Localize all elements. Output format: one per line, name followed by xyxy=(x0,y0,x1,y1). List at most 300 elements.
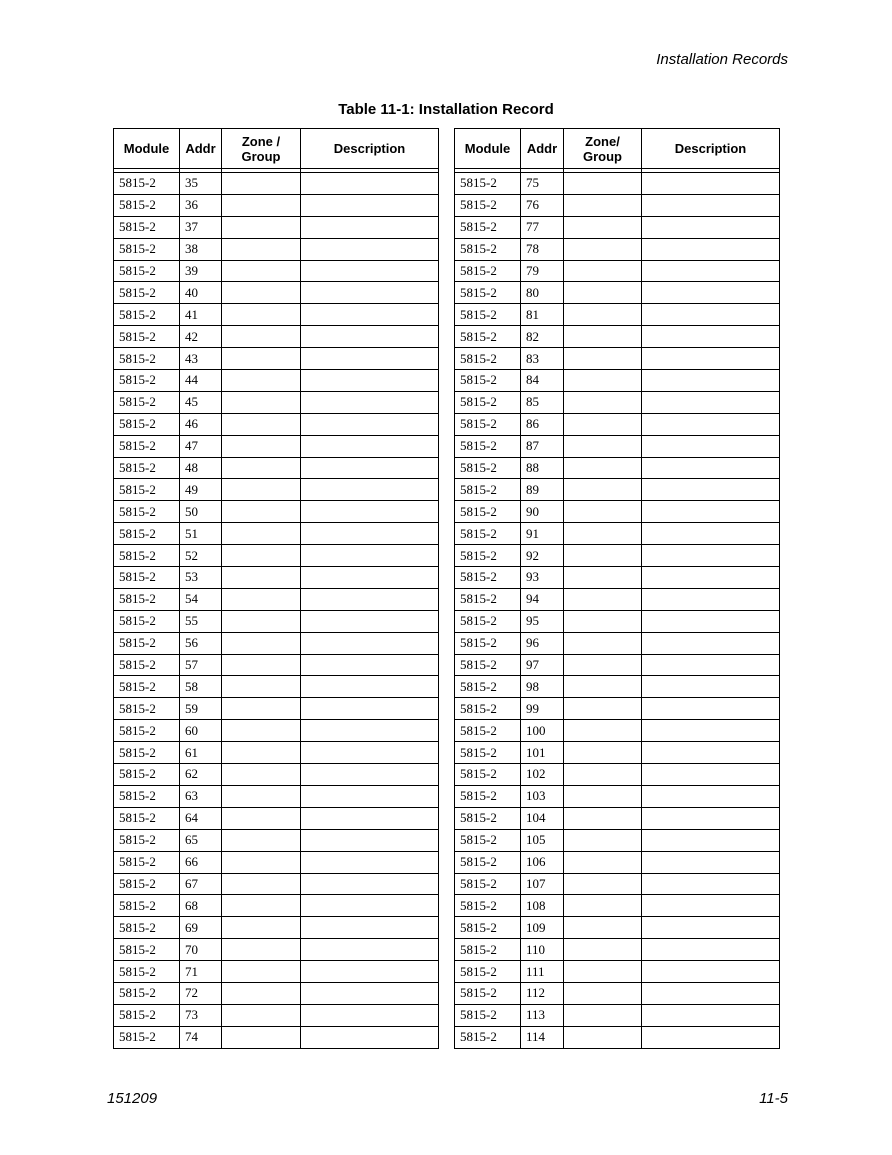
addr-cell: 105 xyxy=(521,829,564,851)
module-cell: 5815-2 xyxy=(114,523,180,545)
module-cell: 5815-2 xyxy=(455,742,521,764)
table-row xyxy=(114,348,439,370)
module-cell: 5815-2 xyxy=(114,676,180,698)
description-cell xyxy=(642,588,780,610)
zone-group-cell xyxy=(222,917,301,939)
zone-group-cell xyxy=(564,1004,642,1026)
description-cell xyxy=(301,632,439,654)
table-row xyxy=(114,282,439,304)
table-row xyxy=(455,370,780,392)
addr-cell: 82 xyxy=(521,326,564,348)
module-cell: 5815-2 xyxy=(114,260,180,282)
table-row xyxy=(114,917,439,939)
description-cell xyxy=(642,785,780,807)
column-header-description: Description xyxy=(301,129,439,169)
module-cell: 5815-2 xyxy=(455,807,521,829)
zone-group-cell xyxy=(222,479,301,501)
description-cell xyxy=(642,304,780,326)
module-cell: 5815-2 xyxy=(114,173,180,195)
description-cell xyxy=(642,676,780,698)
description-cell xyxy=(642,742,780,764)
module-cell: 5815-2 xyxy=(455,939,521,961)
addr-cell: 44 xyxy=(180,370,222,392)
zone-group-cell xyxy=(564,238,642,260)
table-row xyxy=(114,1004,439,1026)
zone-group-cell xyxy=(564,567,642,589)
module-cell: 5815-2 xyxy=(455,216,521,238)
table-row xyxy=(114,326,439,348)
description-cell xyxy=(642,939,780,961)
description-cell xyxy=(301,348,439,370)
description-cell xyxy=(301,435,439,457)
module-cell: 5815-2 xyxy=(455,194,521,216)
addr-cell: 58 xyxy=(180,676,222,698)
module-cell: 5815-2 xyxy=(114,698,180,720)
column-header-addr: Addr xyxy=(521,129,564,169)
addr-cell: 47 xyxy=(180,435,222,457)
column-header-module: Module xyxy=(114,129,180,169)
table-row xyxy=(455,917,780,939)
zone-group-cell xyxy=(564,610,642,632)
table-row xyxy=(455,435,780,457)
table-row xyxy=(455,457,780,479)
addr-cell: 71 xyxy=(180,961,222,983)
addr-cell: 113 xyxy=(521,1004,564,1026)
table-row xyxy=(455,501,780,523)
table-row xyxy=(455,982,780,1004)
installation-record-table-right xyxy=(454,128,780,1049)
description-cell xyxy=(642,654,780,676)
addr-cell: 61 xyxy=(180,742,222,764)
addr-cell: 42 xyxy=(180,326,222,348)
table-row xyxy=(455,785,780,807)
column-header-addr: Addr xyxy=(180,129,222,169)
addr-cell: 65 xyxy=(180,829,222,851)
description-cell xyxy=(301,895,439,917)
description-cell xyxy=(301,173,439,195)
table-row xyxy=(114,764,439,786)
zone-group-cell xyxy=(222,939,301,961)
table-row xyxy=(455,676,780,698)
table-row xyxy=(455,194,780,216)
zone-group-cell xyxy=(564,457,642,479)
zone-group-cell xyxy=(564,260,642,282)
table-row xyxy=(114,654,439,676)
zone-group-cell xyxy=(222,764,301,786)
zone-group-cell xyxy=(564,698,642,720)
addr-cell: 49 xyxy=(180,479,222,501)
table-row xyxy=(455,939,780,961)
description-cell xyxy=(301,742,439,764)
zone-group-cell xyxy=(222,304,301,326)
table-row xyxy=(114,435,439,457)
table-row xyxy=(455,216,780,238)
table-row xyxy=(455,1026,780,1048)
zone-group-cell xyxy=(564,851,642,873)
description-cell xyxy=(301,676,439,698)
description-cell xyxy=(642,961,780,983)
module-cell: 5815-2 xyxy=(114,807,180,829)
table-row xyxy=(114,807,439,829)
module-cell: 5815-2 xyxy=(455,457,521,479)
module-cell: 5815-2 xyxy=(455,610,521,632)
addr-cell: 103 xyxy=(521,785,564,807)
zone-group-cell xyxy=(222,982,301,1004)
module-cell: 5815-2 xyxy=(114,348,180,370)
table-row xyxy=(114,895,439,917)
zone-group-cell xyxy=(222,785,301,807)
zone-group-cell xyxy=(222,588,301,610)
module-cell: 5815-2 xyxy=(114,1004,180,1026)
description-cell xyxy=(642,391,780,413)
addr-cell: 86 xyxy=(521,413,564,435)
description-cell xyxy=(301,610,439,632)
zone-group-cell xyxy=(564,807,642,829)
module-cell: 5815-2 xyxy=(455,523,521,545)
module-cell: 5815-2 xyxy=(455,238,521,260)
description-cell xyxy=(642,194,780,216)
description-cell xyxy=(642,829,780,851)
description-cell xyxy=(301,479,439,501)
zone-group-cell xyxy=(564,348,642,370)
table-row xyxy=(455,742,780,764)
module-cell: 5815-2 xyxy=(455,1004,521,1026)
module-cell: 5815-2 xyxy=(114,764,180,786)
addr-cell: 46 xyxy=(180,413,222,435)
module-cell: 5815-2 xyxy=(114,501,180,523)
description-cell xyxy=(301,1026,439,1048)
addr-cell: 90 xyxy=(521,501,564,523)
zone-group-cell xyxy=(564,982,642,1004)
module-cell: 5815-2 xyxy=(114,545,180,567)
module-cell: 5815-2 xyxy=(455,370,521,392)
description-cell xyxy=(301,698,439,720)
table-row xyxy=(455,588,780,610)
table-row xyxy=(114,194,439,216)
table-row xyxy=(455,851,780,873)
zone-group-cell xyxy=(564,194,642,216)
description-cell xyxy=(642,348,780,370)
addr-cell: 75 xyxy=(521,173,564,195)
zone-group-cell xyxy=(564,370,642,392)
module-cell: 5815-2 xyxy=(114,961,180,983)
zone-group-cell xyxy=(564,961,642,983)
addr-cell: 68 xyxy=(180,895,222,917)
zone-group-cell xyxy=(222,326,301,348)
description-cell xyxy=(301,982,439,1004)
zone-group-cell xyxy=(564,479,642,501)
description-cell xyxy=(301,1004,439,1026)
table-row xyxy=(114,829,439,851)
description-cell xyxy=(642,873,780,895)
addr-cell: 112 xyxy=(521,982,564,1004)
zone-group-cell xyxy=(564,720,642,742)
description-cell xyxy=(301,917,439,939)
table-row xyxy=(114,304,439,326)
module-cell: 5815-2 xyxy=(455,961,521,983)
addr-cell: 93 xyxy=(521,567,564,589)
zone-group-cell xyxy=(222,216,301,238)
zone-group-cell xyxy=(564,216,642,238)
addr-cell: 80 xyxy=(521,282,564,304)
zone-group-cell xyxy=(564,742,642,764)
description-cell xyxy=(301,413,439,435)
table-row xyxy=(455,282,780,304)
zone-group-cell xyxy=(222,895,301,917)
addr-cell: 50 xyxy=(180,501,222,523)
description-cell xyxy=(301,216,439,238)
running-header-title: Installation Records xyxy=(656,51,788,68)
zone-group-cell xyxy=(564,895,642,917)
zone-group-cell xyxy=(222,501,301,523)
zone-group-cell xyxy=(222,370,301,392)
description-cell xyxy=(301,939,439,961)
table-row xyxy=(114,479,439,501)
zone-group-cell xyxy=(222,282,301,304)
addr-cell: 96 xyxy=(521,632,564,654)
zone-group-cell xyxy=(564,391,642,413)
description-cell xyxy=(642,413,780,435)
description-cell xyxy=(642,917,780,939)
table-row xyxy=(455,829,780,851)
module-cell: 5815-2 xyxy=(455,304,521,326)
zone-group-cell xyxy=(222,851,301,873)
addr-cell: 35 xyxy=(180,173,222,195)
table-row xyxy=(455,764,780,786)
addr-cell: 114 xyxy=(521,1026,564,1048)
table-row xyxy=(114,720,439,742)
footer-page-number: 11-5 xyxy=(759,1090,788,1107)
table-row xyxy=(455,895,780,917)
module-cell: 5815-2 xyxy=(455,917,521,939)
description-cell xyxy=(301,238,439,260)
table-row xyxy=(114,742,439,764)
addr-cell: 70 xyxy=(180,939,222,961)
module-cell: 5815-2 xyxy=(114,370,180,392)
zone-group-cell xyxy=(564,523,642,545)
addr-cell: 64 xyxy=(180,807,222,829)
installation-record-table-left xyxy=(113,128,439,1049)
table-row xyxy=(455,348,780,370)
module-cell: 5815-2 xyxy=(114,632,180,654)
addr-cell: 51 xyxy=(180,523,222,545)
addr-cell: 79 xyxy=(521,260,564,282)
table-row xyxy=(455,545,780,567)
table-row xyxy=(114,610,439,632)
description-cell xyxy=(642,370,780,392)
description-cell xyxy=(301,720,439,742)
description-cell xyxy=(642,895,780,917)
module-cell: 5815-2 xyxy=(455,282,521,304)
table-row xyxy=(455,238,780,260)
description-cell xyxy=(642,545,780,567)
column-header-description: Description xyxy=(642,129,780,169)
zone-group-cell xyxy=(564,1026,642,1048)
zone-group-cell xyxy=(564,173,642,195)
zone-group-cell xyxy=(222,567,301,589)
zone-group-cell xyxy=(564,304,642,326)
addr-cell: 107 xyxy=(521,873,564,895)
zone-group-cell xyxy=(222,632,301,654)
addr-cell: 52 xyxy=(180,545,222,567)
module-cell: 5815-2 xyxy=(455,260,521,282)
addr-cell: 99 xyxy=(521,698,564,720)
module-cell: 5815-2 xyxy=(455,567,521,589)
table-row xyxy=(114,370,439,392)
module-cell: 5815-2 xyxy=(114,457,180,479)
description-cell xyxy=(301,567,439,589)
module-cell: 5815-2 xyxy=(114,873,180,895)
table-header-row xyxy=(114,129,439,169)
module-cell: 5815-2 xyxy=(114,391,180,413)
description-cell xyxy=(642,567,780,589)
description-cell xyxy=(301,851,439,873)
addr-cell: 87 xyxy=(521,435,564,457)
addr-cell: 83 xyxy=(521,348,564,370)
description-cell xyxy=(301,654,439,676)
description-cell xyxy=(642,1026,780,1048)
zone-group-cell xyxy=(564,632,642,654)
table-row xyxy=(114,457,439,479)
addr-cell: 97 xyxy=(521,654,564,676)
module-cell: 5815-2 xyxy=(455,632,521,654)
table-row xyxy=(455,413,780,435)
table-row xyxy=(455,720,780,742)
zone-group-cell xyxy=(564,545,642,567)
description-cell xyxy=(301,457,439,479)
description-cell xyxy=(642,282,780,304)
column-header-module: Module xyxy=(455,129,521,169)
module-cell: 5815-2 xyxy=(455,982,521,1004)
addr-cell: 110 xyxy=(521,939,564,961)
zone-group-cell xyxy=(564,917,642,939)
module-cell: 5815-2 xyxy=(114,939,180,961)
addr-cell: 98 xyxy=(521,676,564,698)
table-row xyxy=(114,413,439,435)
zone-group-cell xyxy=(222,1004,301,1026)
addr-cell: 102 xyxy=(521,764,564,786)
zone-group-cell xyxy=(222,654,301,676)
zone-group-cell xyxy=(222,961,301,983)
description-cell xyxy=(301,785,439,807)
description-cell xyxy=(301,260,439,282)
description-cell xyxy=(642,982,780,1004)
module-cell: 5815-2 xyxy=(455,829,521,851)
description-cell xyxy=(301,545,439,567)
description-cell xyxy=(301,370,439,392)
table-row xyxy=(114,173,439,195)
addr-cell: 111 xyxy=(521,961,564,983)
zone-group-cell xyxy=(222,742,301,764)
zone-group-cell xyxy=(564,764,642,786)
addr-cell: 101 xyxy=(521,742,564,764)
addr-cell: 95 xyxy=(521,610,564,632)
table-row xyxy=(114,545,439,567)
description-cell xyxy=(301,961,439,983)
module-cell: 5815-2 xyxy=(114,479,180,501)
table-header-row xyxy=(455,129,780,169)
addr-cell: 66 xyxy=(180,851,222,873)
description-cell xyxy=(642,216,780,238)
module-cell: 5815-2 xyxy=(455,545,521,567)
table-row xyxy=(114,982,439,1004)
table-row xyxy=(455,654,780,676)
addr-cell: 67 xyxy=(180,873,222,895)
module-cell: 5815-2 xyxy=(455,413,521,435)
module-cell: 5815-2 xyxy=(455,501,521,523)
module-cell: 5815-2 xyxy=(455,435,521,457)
zone-group-cell xyxy=(222,238,301,260)
zone-group-cell xyxy=(564,939,642,961)
description-cell xyxy=(301,829,439,851)
zone-group-cell xyxy=(564,413,642,435)
addr-cell: 81 xyxy=(521,304,564,326)
table-title: Table 11-1: Installation Record xyxy=(338,101,554,118)
description-cell xyxy=(642,764,780,786)
addr-cell: 36 xyxy=(180,194,222,216)
module-cell: 5815-2 xyxy=(455,895,521,917)
module-cell: 5815-2 xyxy=(114,720,180,742)
table-row xyxy=(455,873,780,895)
table-row xyxy=(114,216,439,238)
module-cell: 5815-2 xyxy=(455,391,521,413)
zone-group-cell xyxy=(222,348,301,370)
module-cell: 5815-2 xyxy=(114,829,180,851)
addr-cell: 40 xyxy=(180,282,222,304)
description-cell xyxy=(642,260,780,282)
module-cell: 5815-2 xyxy=(455,588,521,610)
module-cell: 5815-2 xyxy=(114,304,180,326)
module-cell: 5815-2 xyxy=(455,720,521,742)
table-row xyxy=(455,391,780,413)
zone-group-cell xyxy=(564,435,642,457)
zone-group-cell xyxy=(222,391,301,413)
addr-cell: 62 xyxy=(180,764,222,786)
description-cell xyxy=(642,610,780,632)
module-cell: 5815-2 xyxy=(114,1026,180,1048)
description-cell xyxy=(642,523,780,545)
zone-group-cell xyxy=(564,654,642,676)
description-cell xyxy=(301,304,439,326)
description-cell xyxy=(301,194,439,216)
description-cell xyxy=(301,807,439,829)
module-cell: 5815-2 xyxy=(114,917,180,939)
zone-group-cell xyxy=(222,720,301,742)
zone-group-cell xyxy=(564,785,642,807)
table-row xyxy=(455,523,780,545)
description-cell xyxy=(301,391,439,413)
table-row xyxy=(114,785,439,807)
column-header-zone-group: Zone / Group xyxy=(222,129,301,169)
table-row xyxy=(114,676,439,698)
description-cell xyxy=(301,501,439,523)
table-row xyxy=(455,173,780,195)
description-cell xyxy=(642,435,780,457)
table-row xyxy=(114,238,439,260)
module-cell: 5815-2 xyxy=(455,479,521,501)
zone-group-cell xyxy=(222,676,301,698)
description-cell xyxy=(642,238,780,260)
zone-group-cell xyxy=(564,873,642,895)
zone-group-cell xyxy=(222,413,301,435)
table-row xyxy=(455,567,780,589)
zone-group-cell xyxy=(222,545,301,567)
description-cell xyxy=(301,764,439,786)
table-row xyxy=(114,567,439,589)
addr-cell: 55 xyxy=(180,610,222,632)
column-header-zone-group: Zone/ Group xyxy=(564,129,642,169)
zone-group-cell xyxy=(222,698,301,720)
